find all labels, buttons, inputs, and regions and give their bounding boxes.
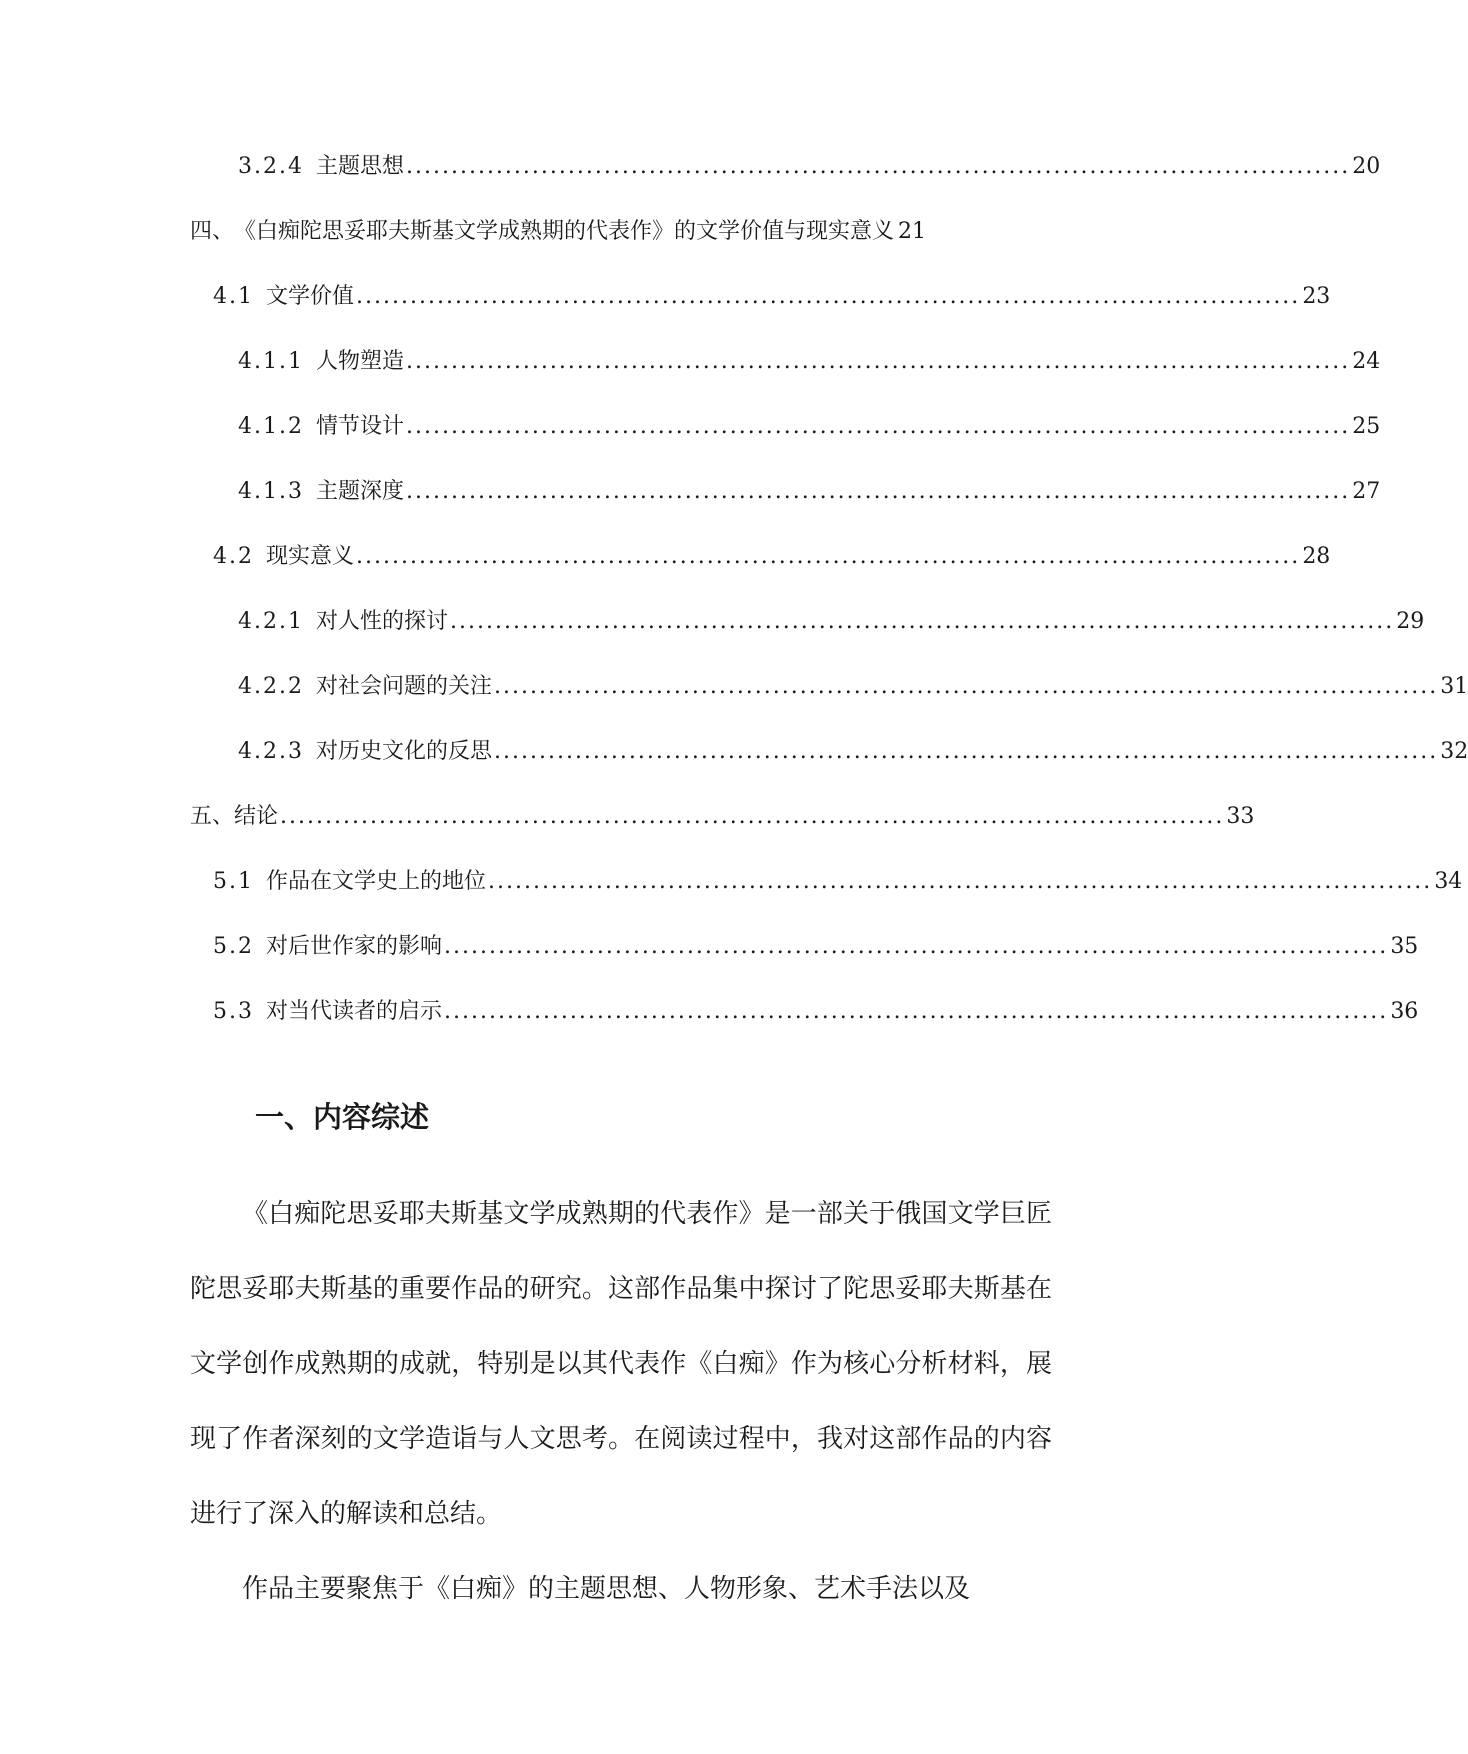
toc-page-number: 33 [1226,804,1255,829]
toc-leader-dots: ......................................................................................................... [406,349,1351,374]
toc-number: 3.2.4 [238,154,304,179]
toc-page-number: 35 [1390,934,1419,959]
toc-number: 4.1.2 [238,414,304,439]
toc-leader-dots: ......................................................................................................... [494,739,1439,764]
toc-number: 4.2.3 [238,739,304,764]
toc-entry[interactable] [213,282,1331,312]
toc-page-number: 27 [1352,479,1381,504]
toc-leader-dots: ......................................................................................................... [406,479,1351,504]
toc-page-number: 25 [1352,414,1381,439]
toc-leader-dots: ......................................................................................................... [406,154,1351,179]
toc-title: 对人性的探讨 [315,609,448,634]
toc-leader-dots: ......................................................................................................... [356,544,1301,569]
toc-entry[interactable] [238,347,1381,377]
toc-number: 五、 [190,804,235,829]
toc-title: 《白痴陀思妥耶夫斯基文学成熟期的代表作》的文学价值与现实意义 [234,219,895,244]
toc-number: 4.1 [213,284,254,309]
toc-leader-dots: ......................................................................................................... [488,869,1433,894]
toc-number: 5.1 [213,869,254,894]
toc-page-number: 23 [1302,284,1331,309]
toc-title: 主题思想 [315,154,404,179]
toc-entry[interactable] [238,477,1381,507]
toc-page-number: 24 [1352,349,1381,374]
toc-title: 现实意义 [266,544,355,569]
toc-entry[interactable] [238,607,1425,637]
toc-title: 情节设计 [315,414,404,439]
toc-entry[interactable] [238,672,1468,702]
toc-number: 四、 [190,219,235,244]
toc-page-number: 34 [1434,869,1463,894]
toc-entry[interactable] [213,867,1463,897]
toc-entry[interactable] [190,217,980,247]
body-paragraph: 《白痴陀思妥耶夫斯基文学成熟期的代表作》是一部关于俄国文学巨匠陀思妥耶夫斯基的重要作品的研究。这部作品集中探讨了陀思妥耶夫斯基在文学创作成熟期的成就，特别是以其代表作《白痴》作为核心分析材料，展现了作者深刻的文学造诣与人文思考。在阅读过程中，我对这部作品的内容进行了深入的解读和总结。 [190,1199,1052,1529]
toc-entry[interactable] [238,412,1381,442]
section-heading: 一、内容综述 [255,1100,430,1134]
toc-leader-dots: ......................................................................................................... [450,609,1395,634]
body-paragraph: 作品主要聚焦于《白痴》的主题思想、人物形象、艺术手法以及 [242,1574,971,1604]
toc-entry[interactable] [238,152,1381,182]
toc-entry[interactable] [213,997,1419,1027]
toc-title: 对当代读者的启示 [266,999,443,1024]
toc-number: 5.2 [213,934,254,959]
toc-leader-dots: ......................................................................................................... [444,934,1389,959]
toc-page-number: 20 [1352,154,1381,179]
toc-leader-dots: ......................................................................................................... [356,284,1301,309]
toc-entry[interactable] [213,542,1331,572]
toc-number: 4.2 [213,544,254,569]
toc-entry[interactable] [213,932,1419,962]
toc-page-number: 31 [1440,674,1468,699]
toc-number: 4.1.3 [238,479,304,504]
toc-leader-dots: ......................................................................................................... [280,804,1225,829]
toc-number: 4.2.1 [238,609,304,634]
toc-number: 5.3 [213,999,254,1024]
toc-title: 结论 [234,804,279,829]
toc-title: 作品在文学史上的地位 [266,869,487,894]
toc-title: 人物塑造 [315,349,404,374]
toc-page-number: 21 [898,219,927,244]
toc-title: 主题深度 [315,479,404,504]
toc-page-number: 28 [1302,544,1331,569]
toc-leader-dots: ......................................................................................................... [494,674,1439,699]
toc-leader-dots: ......................................................................................................... [406,414,1351,439]
toc-entry[interactable] [238,737,1468,767]
toc-title: 对社会问题的关注 [315,674,492,699]
toc-page-number: 32 [1440,739,1468,764]
toc-page-number: 29 [1396,609,1425,634]
toc-number: 4.1.1 [238,349,304,374]
toc-title: 对后世作家的影响 [266,934,443,959]
toc-title: 对历史文化的反思 [315,739,492,764]
toc-page-number: 36 [1390,999,1419,1024]
toc-entry[interactable] [190,802,1255,832]
toc-leader-dots: ......................................................................................................... [444,999,1389,1024]
toc-title: 文学价值 [266,284,355,309]
toc-number: 4.2.2 [238,674,304,699]
